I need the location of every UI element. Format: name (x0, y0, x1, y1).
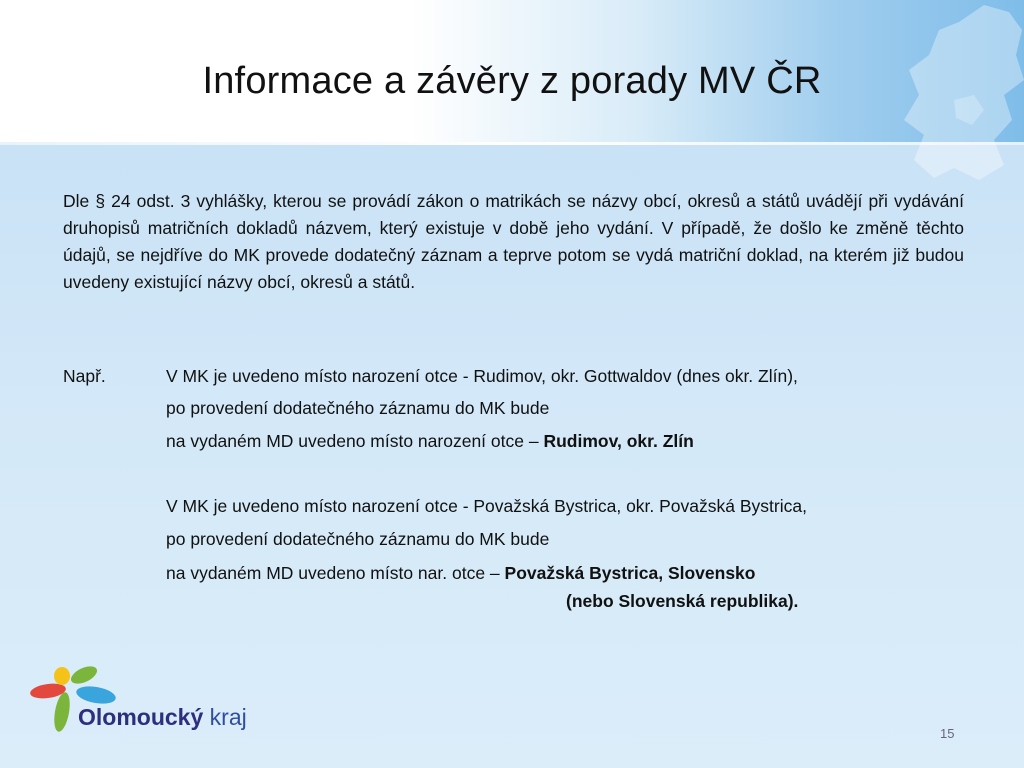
slide-title: Informace a závěry z porady MV ČR (202, 60, 822, 102)
example1-line1: V MK je uvedeno místo narození otce - Rudimov, okr. Gottwaldov (dnes okr. Zlín), (166, 366, 798, 386)
example1-line3-bold: Rudimov, okr. Zlín (543, 431, 694, 451)
example2-line1: V MK je uvedeno místo narození otce - Považská Bystrica, okr. Považská Bystrica, (166, 496, 807, 516)
logo-wordmark (78, 704, 247, 731)
example2-line3-prefix: na vydaném MD uvedeno místo nar. otce – (166, 563, 505, 583)
example2-line3 (166, 563, 755, 584)
example1-line3 (166, 431, 694, 452)
logo-word-kraj: kraj (209, 704, 247, 730)
example1-line3-prefix: na vydaném MD uvedeno místo narození otce – (166, 431, 544, 451)
example2-line2: po provedení dodatečného záznamu do MK bude (166, 529, 550, 549)
example1-line2: po provedení dodatečného záznamu do MK bude (166, 398, 550, 418)
example-label: Např. (63, 366, 106, 386)
olomoucky-kraj-logo (26, 664, 266, 738)
body-paragraph: Dle § 24 odst. 3 vyhlášky, kterou se provádí zákon o matrikách se názvy obcí, okresů a států uvádějí při vydávání druhopisů matričních dokladů názvem, který existuje v době jeho vydání. V případě, že došlo ke změně těchto údajů, se nejdříve do MK provede dodatečný záznam a teprve potom se vydá matriční doklad, na kterém již budou uvedeny existující názvy obcí, okresů a států. (63, 191, 964, 292)
example2-line4-bold: (nebo Slovenská republika). (566, 591, 799, 611)
logo-word-olomoucky: Olomoucký (78, 704, 204, 730)
example2-line3-bold: Považská Bystrica, Slovensko (504, 563, 756, 583)
example2-line4 (566, 591, 798, 612)
page-number: 15 (940, 726, 955, 741)
